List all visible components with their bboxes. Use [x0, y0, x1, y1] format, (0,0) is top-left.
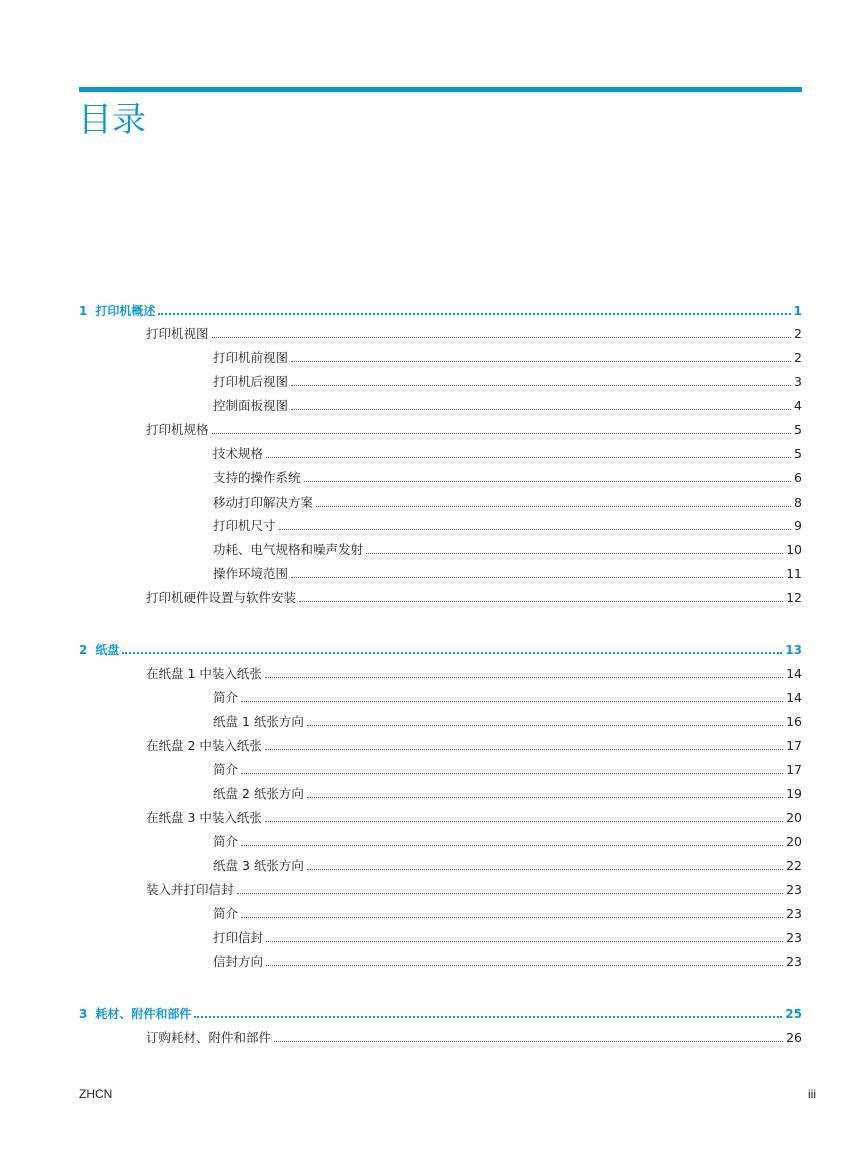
toc-entry-title: 纸盘 1 纸张方向: [213, 714, 304, 729]
toc-entry-title: 在纸盘 2 中装入纸张: [146, 738, 262, 753]
toc-page-number: 23: [786, 882, 802, 897]
toc-leader-dots: [194, 1004, 782, 1018]
toc-entry-title: 耗材、附件和部件: [95, 1007, 192, 1021]
toc-entry-title: 打印机后视图: [213, 374, 289, 389]
toc-page-number: 23: [786, 906, 802, 921]
toc-page-number: 14: [786, 690, 802, 705]
toc-leader-dots: [307, 785, 783, 798]
toc-entry-title: 功耗、电气规格和噪声发射: [213, 542, 364, 557]
toc-leader-dots: [291, 397, 791, 410]
toc-leader-dots: [274, 1029, 783, 1042]
toc-leader-dots: [212, 325, 792, 338]
toc-subsection-entry[interactable]: [213, 857, 802, 875]
toc-subsection-entry[interactable]: [213, 373, 802, 391]
toc-leader-dots: [266, 445, 791, 458]
toc-page-number: 4: [794, 398, 802, 413]
toc-entry-title: 打印信封: [213, 930, 264, 945]
toc-leader-dots: [279, 517, 792, 530]
toc-page-number: 3: [794, 374, 802, 389]
toc-chapter-entry[interactable]: [79, 1004, 802, 1022]
toc-chapter-entry[interactable]: [79, 640, 802, 658]
toc-leader-dots: [265, 737, 783, 750]
toc-leader-dots: [265, 809, 783, 822]
toc-entry-title: 信封方向: [213, 954, 264, 969]
toc-entry-title: 打印机尺寸: [213, 518, 276, 533]
toc-subsection-entry[interactable]: [213, 689, 802, 707]
toc-section-entry[interactable]: [146, 665, 802, 683]
toc-chapter-number: 2: [79, 643, 88, 657]
toc-leader-dots: [266, 953, 783, 966]
toc-entry-title: 纸盘: [95, 643, 120, 657]
toc-entry-title: 打印机视图: [146, 326, 209, 341]
toc-leader-dots: [241, 833, 783, 846]
toc-subsection-entry[interactable]: [213, 397, 802, 415]
toc-page-number: 14: [786, 666, 802, 681]
toc-leader-dots: [212, 421, 792, 434]
toc-entry-title: 操作环境范围: [213, 566, 289, 581]
toc-entry-title: 支持的操作系统: [213, 470, 301, 485]
toc-entry-title: 打印机概述: [95, 304, 156, 318]
toc-subsection-entry[interactable]: [213, 785, 802, 803]
toc-entry-title: 打印机前视图: [213, 350, 289, 365]
toc-leader-dots: [241, 689, 783, 702]
toc-page-number: 22: [786, 858, 802, 873]
toc-subsection-entry[interactable]: [213, 494, 802, 512]
toc-page-number: 23: [786, 930, 802, 945]
toc-page-number: 5: [794, 422, 802, 437]
toc-subsection-entry[interactable]: [213, 565, 802, 583]
toc-page-number: 9: [794, 518, 802, 533]
toc-subsection-entry[interactable]: [213, 713, 802, 731]
toc-entry-title: 打印机规格: [146, 422, 209, 437]
toc-chapter-number: 1: [79, 304, 88, 318]
toc-subsection-entry[interactable]: [213, 445, 802, 463]
toc-leader-dots: [265, 665, 783, 678]
toc-subsection-entry[interactable]: [213, 929, 802, 947]
page-title: 目录: [78, 100, 146, 140]
toc-entry-title: 简介: [213, 834, 239, 849]
toc-subsection-entry[interactable]: [213, 541, 802, 559]
toc-entry-title: 纸盘 3 纸张方向: [213, 858, 304, 873]
toc-leader-dots: [158, 301, 790, 315]
toc-page-number: 5: [794, 446, 802, 461]
toc-section-entry[interactable]: [146, 589, 802, 607]
toc-page-number: 11: [786, 566, 802, 581]
footer-language-code: ZHCN: [79, 1087, 113, 1101]
footer-page-number: iii: [808, 1087, 816, 1101]
toc-leader-dots: [237, 881, 784, 894]
toc-subsection-entry[interactable]: [213, 905, 802, 923]
toc-page-number: 8: [794, 495, 802, 510]
toc-entry-title: 纸盘 2 纸张方向: [213, 786, 304, 801]
toc-leader-dots: [304, 469, 792, 482]
toc-chapter-entry[interactable]: [79, 301, 802, 319]
toc-leader-dots: [366, 541, 783, 554]
toc-leader-dots: [299, 589, 783, 602]
toc-entry-title: 简介: [213, 762, 239, 777]
toc-entry-title: 简介: [213, 690, 239, 705]
toc-page-number: 6: [794, 470, 802, 485]
toc-page-number: 20: [786, 834, 802, 849]
toc-page-number: 2: [794, 350, 802, 365]
toc-chapter-number: 3: [79, 1007, 88, 1021]
toc-subsection-entry[interactable]: [213, 349, 802, 367]
toc-leader-dots: [307, 857, 783, 870]
toc-page-number: 10: [786, 542, 802, 557]
toc-entry-title: 控制面板视图: [213, 398, 289, 413]
toc-page-number: 1: [793, 304, 802, 318]
toc-entry-title: 订购耗材、附件和部件: [146, 1030, 272, 1045]
toc-leader-dots: [241, 905, 783, 918]
toc-subsection-entry[interactable]: [213, 469, 802, 487]
toc-page-number: 12: [786, 590, 802, 605]
toc-subsection-entry[interactable]: [213, 953, 802, 971]
toc-leader-dots: [266, 929, 783, 942]
toc-entry-title: 技术规格: [213, 446, 264, 461]
toc-section-entry[interactable]: [146, 737, 802, 755]
toc-page-number: 16: [786, 714, 802, 729]
toc-entry-title: 移动打印解决方案: [213, 495, 314, 510]
toc-leader-dots: [291, 373, 791, 386]
toc-entry-title: 在纸盘 1 中装入纸张: [146, 666, 262, 681]
toc-leader-dots: [316, 494, 791, 507]
toc-leader-dots: [122, 640, 782, 654]
toc-section-entry[interactable]: [146, 809, 802, 827]
toc-entry-title: 在纸盘 3 中装入纸张: [146, 810, 262, 825]
toc-subsection-entry[interactable]: [213, 517, 802, 535]
toc-leader-dots: [241, 761, 783, 774]
toc-page-number: 17: [786, 762, 802, 777]
toc-section-entry[interactable]: [146, 1029, 802, 1047]
toc-leader-dots: [291, 349, 791, 362]
toc-entry-title: 打印机硬件设置与软件安装: [146, 590, 297, 605]
toc-page-number: 26: [786, 1030, 802, 1045]
toc-entry-title: 装入并打印信封: [146, 882, 234, 897]
toc-section-entry[interactable]: [146, 325, 802, 343]
toc-subsection-entry[interactable]: [213, 833, 802, 851]
toc-page-number: 23: [786, 954, 802, 969]
toc-section-entry[interactable]: [146, 881, 802, 899]
toc-entry-title: 简介: [213, 906, 239, 921]
toc-leader-dots: [291, 565, 783, 578]
toc-section-entry[interactable]: [146, 421, 802, 439]
toc-page-number: 17: [786, 738, 802, 753]
toc-page-number: 19: [786, 786, 802, 801]
toc-leader-dots: [307, 713, 783, 726]
toc-page-number: 13: [785, 643, 802, 657]
toc-page-number: 2: [794, 326, 802, 341]
toc-subsection-entry[interactable]: [213, 761, 802, 779]
toc-page-number: 25: [785, 1007, 802, 1021]
toc-page-number: 20: [786, 810, 802, 825]
